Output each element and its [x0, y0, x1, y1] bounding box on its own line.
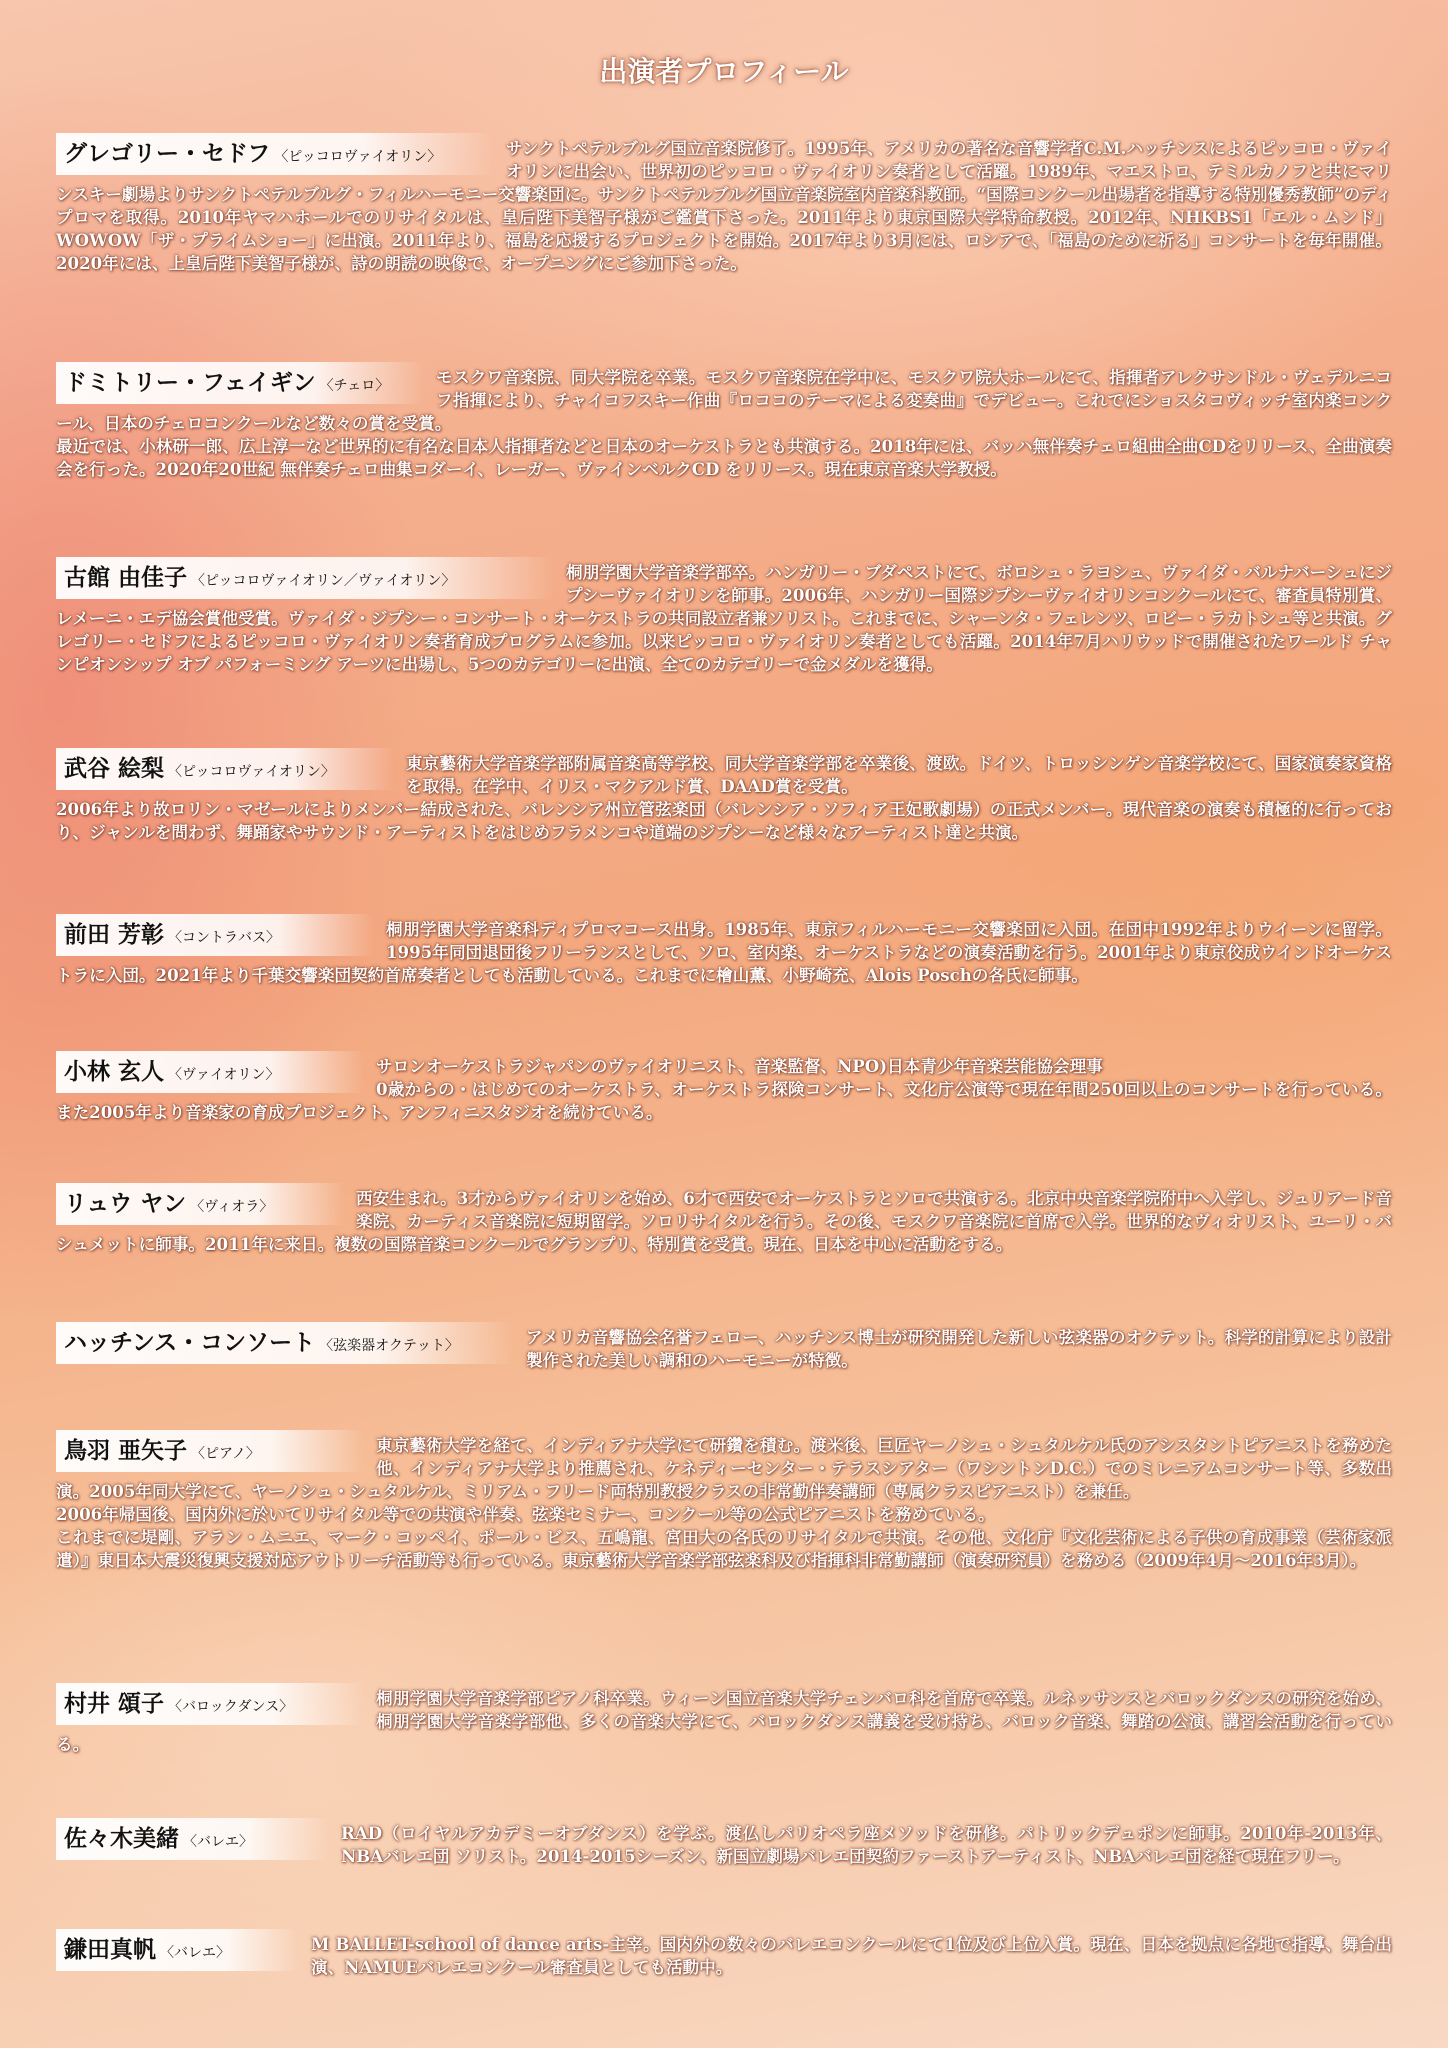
performer-name: 武谷 絵梨	[64, 755, 165, 782]
performer-role: 〈バロックダンス〉	[168, 1699, 294, 1715]
profile-furudate	[56, 557, 1392, 676]
profile-kamata	[56, 1929, 1392, 1979]
profile-hutchins-consort	[56, 1322, 1392, 1372]
name-label	[56, 748, 394, 790]
performer-role: 〈ピッコロヴァイオリン／ヴァイオリン〉	[191, 573, 456, 589]
bio-paragraph: サンクトペテルブルグ国立音楽院修了。1995年、アメリカの著名な音響学者C.M.ハッチンスによるピッコロ・ヴァイオリンに出会い、世界初のピッコロ・ヴァイオリン奏者として活躍。1989年、マエストロ、テミルカノフと共にマリンスキー劇場よりサンクトペテルブルグ・フィルハーモニー交響楽団に。サンクトペテルブルグ国立音楽院室内音楽科教師。“国際コンクール出場者を指導する特別優秀教師”のディプロマを取得。2010年ヤマハホールでのリサイタルは、皇后陛下美智子様がご鑑賞下さった。2011年より東京国際大学特命教授。2012年、NHKBS1「エル・ムンド」WOWOW「ザ・プライムショー」に出演。2011年より、福島を応援するプロジェクトを開始。2017年より3月には、ロシアで、「福島のために祈る」コンサートを毎年開催。2020年には、上皇后陛下美智子様が、詩の朗読の映像で、オープニングにご参加下さった。	[56, 138, 1392, 273]
performer-name: 佐々木美緒	[64, 1825, 179, 1852]
performer-role: 〈バレエ〉	[183, 1834, 253, 1850]
name-label	[56, 1929, 299, 1971]
bio-paragraph: 2006年帰国後、国内外に於いてリサイタル等での共演や伴奏、弦楽セミナー、コンクール等の公式ピアニストを務めている。	[56, 1504, 995, 1524]
performer-name: 小林 玄人	[64, 1058, 165, 1085]
bio-paragraph: 0歳からの・はじめてのオーケストラ、オーケストラ探険コンサート、文化庁公演等で現在年間250回以上のコンサートを行っている。また2005年より音楽家の育成プロジェクト、アンフィニスタジオを続けている。	[56, 1079, 1392, 1122]
profile-sasaki	[56, 1818, 1392, 1868]
performer-name: ドミトリー・フェイギン	[64, 369, 316, 396]
bio-paragraph: RAD（ロイヤルアカデミーオブダンス）を学ぶ。渡仏しパリオペラ座メソッドを研修。パトリックデュポンに師事。2010年-2013年、NBAバレエ団 ソリスト。2014-2015シーズン、新国立劇場バレエ団契約ファーストアーティスト、NBAバレエ団を経て現在フリー。	[341, 1823, 1392, 1866]
page-title: 出演者プロフィール	[599, 55, 849, 88]
name-label	[56, 914, 374, 956]
bio-paragraph: アメリカ音響協会名誉フェロー、ハッチンス博士が研究開発した新しい弦楽器のオクテット。科学的計算により設計製作された美しい調和のハーモニーが特徴。	[526, 1327, 1392, 1370]
bio-paragraph: 桐朋学園大学音楽学部卒。ハンガリー・ブダペストにて、ボロシュ・ラヨシュ、ヴァイダ・バルナバーシュにジプシーヴァイオリンを師事。2006年、ハンガリー国際ジプシーヴァイオリンコンクールにて、審査員特別賞、レメーニ・エデ協会賞他受賞。ヴァイダ・ジプシー・コンサート・オーケストラの共同設立者兼ソリスト。これまでに、シャーンタ・フェレンツ、ロビー・ラカトシュ等と共演。グレゴリー・セドフによるピッコロ・ヴァイオリン奏者育成プログラムに参加。以来ピッコロ・ヴァイオリン奏者としても活躍。2014年7月ハリウッドで開催されたワールド チャンピオンシップ オブ パフォーミング アーツに出場し、5つのカテゴリーに出演、全てのカテゴリーで金メダルを獲得。	[56, 562, 1392, 674]
performer-name: 鳥羽 亜矢子	[64, 1437, 188, 1464]
performer-role: 〈ピッコロヴァイオリン〉	[274, 149, 442, 165]
performer-name: 鎌田真帆	[64, 1936, 156, 1963]
profile-murai	[56, 1683, 1392, 1756]
profile-taketani	[56, 748, 1392, 844]
name-label	[56, 1683, 364, 1725]
bio-paragraph: 2006年より故ロリン・マゼールによりメンバー結成された、バレンシア州立管弦楽団（バレンシア・ソフィア王妃歌劇場）の正式メンバー。現代音楽の演奏も積極的に行っており、ジャンルを問わず、舞踊家やサウンド・アーティストをはじめフラメンコや道端のジプシーなど様々なアーティスト達と共演。	[56, 799, 1392, 842]
profile-maeda	[56, 914, 1392, 987]
name-label	[56, 557, 554, 599]
bio-paragraph: M BALLET-school of dance arts-主宰。国内外の数々のバレエコンクールにて1位及び上位入賞。現在、日本を拠点に各地で指導、舞台出演、NAMUEバレエコンクール審査員としても活動中。	[311, 1934, 1392, 1977]
performer-name: ハッチンス・コンソート	[64, 1329, 316, 1356]
name-label	[56, 1051, 364, 1093]
performer-role: 〈チェロ〉	[319, 378, 390, 394]
name-label	[56, 362, 424, 404]
performer-name: 前田 芳彰	[64, 921, 165, 948]
performer-role: 〈弦楽器オクテット〉	[319, 1338, 459, 1354]
profile-feigin	[56, 362, 1392, 481]
performer-role: 〈ピッコロヴァイオリン〉	[168, 764, 335, 780]
profile-kobayashi	[56, 1051, 1392, 1124]
bio-paragraph: 東京藝術大学を経て、インディアナ大学にて研鑽を積む。渡米後、巨匠ヤーノシュ・シュタルケル氏のアシスタントピアニストを務めた他、インディアナ大学より推薦され、ケネディーセンター・テラスシアター（ワシントンD.C.）でのミレニアムコンサート等、多数出演。2005年同大学にて、ヤーノシュ・シュタルケル、ミリアム・フリード両特別教授クラスの非常勤伴奏講師（専属クラスピアニスト）を兼任。	[56, 1435, 1392, 1501]
profile-toba	[56, 1430, 1392, 1572]
performer-role: 〈ヴァイオリン〉	[168, 1067, 280, 1083]
bio-paragraph: 桐朋学園大学音楽学部ピアノ科卒業。ウィーン国立音楽大学チェンバロ科を首席で卒業。ルネッサンスとバロックダンスの研究を始め、桐朋学園大学音楽学部他、多くの音楽大学にて、バロックダンス講義を受け持ち、バロック音楽、舞踏の公演、講習会活動を行っている。	[56, 1688, 1392, 1754]
name-label	[56, 1430, 364, 1472]
name-label	[56, 1183, 344, 1225]
bio-paragraph: 西安生まれ。3才からヴァイオリンを始め、6才で西安でオーケストラとソロで共演する。北京中央音楽学院附中へ入学し、ジュリアード音楽院、カーティス音楽院に短期留学。ソロリサイタルを行う。その後、モスクワ音楽院に首席で入学。世界的なヴィオリスト、ユーリ・バシュメットに師事。2011年に来日。複数の国際音楽コンクールでグランプリ、特別賞を受賞。現在、日本を中心に活動をする。	[56, 1188, 1392, 1254]
performer-role: 〈バレエ〉	[160, 1945, 230, 1961]
bio-paragraph: サロンオーケストラジャパンのヴァイオリニスト、音楽監督、NPO)日本青少年音楽芸能協会理事	[376, 1056, 1103, 1076]
name-label	[56, 1322, 514, 1364]
performer-role: 〈ピアノ〉	[191, 1446, 260, 1462]
performer-name: 村井 頌子	[64, 1690, 165, 1717]
performer-name: グレゴリー・セドフ	[64, 140, 271, 167]
profile-liu	[56, 1183, 1392, 1256]
profile-sedov	[56, 133, 1392, 275]
bio-paragraph: 東京藝術大学音楽学部附属音楽高等学校、同大学音楽学部を卒業後、渡欧。ドイツ、トロッシンゲン音楽学校にて、国家演奏家資格を取得。在学中、イリス・マクアルド賞、DAAD賞を受賞。	[406, 753, 1392, 796]
name-label	[56, 1818, 329, 1860]
bio-paragraph: 桐朋学園大学音楽科ディプロマコース出身。1985年、東京フィルハーモニー交響楽団に入団。在団中1992年よりウイーンに留学。1995年同団退団後フリーランスとして、ソロ、室内楽、オーケストラなどの演奏活動を行う。2001年より東京佼成ウインドオーケストラに入団。2021年より千葉交響楽団契約首席奏者としても活動している。これまでに檜山薫、小野崎充、Alois Poschの各氏に師事。	[56, 919, 1392, 985]
performer-role: 〈ヴィオラ〉	[190, 1199, 274, 1215]
performer-name: リュウ ヤン	[64, 1190, 187, 1217]
bio-paragraph: 最近では、小林研一郎、広上淳一など世界的に有名な日本人指揮者などと日本のオーケストラとも共演する。2018年には、バッハ無伴奏チェロ組曲全曲CDをリリース、全曲演奏会を行った。2020年20世紀 無伴奏チェロ曲集コダーイ、レーガー、ヴァインベルクCD をリリース。現在東京音楽大学教授。	[56, 436, 1392, 479]
name-label	[56, 133, 494, 175]
bio-paragraph: モスクワ音楽院、同大学院を卒業。モスクワ音楽院在学中に、モスクワ院大ホールにて、指揮者アレクサンドル・ヴェデルニコフ指揮により、チャイコフスキー作曲『ロココのテーマによる変奏曲』でデビュー。これでにショスタコヴィッチ室内楽コンクール、日本のチェロコンクールなど数々の賞を受賞。	[56, 367, 1392, 433]
performer-name: 古館 由佳子	[64, 564, 188, 591]
performer-role: 〈コントラバス〉	[168, 930, 281, 946]
bio-paragraph: これまでに堤剛、アラン・ムニエ、マーク・コッペイ、ポール・ビス、五嶋龍、宮田大の各氏のリサイタルで共演。その他、文化庁『文化芸術による子供の育成事業（芸術家派遣）』東日本大震災復興支援対応アウトリーチ活動等も行っている。東京藝術大学音楽学部弦楽科及び指揮科非常勤講師（演奏研究員）を務める（2009年4月～2016年3月）。	[56, 1527, 1392, 1570]
